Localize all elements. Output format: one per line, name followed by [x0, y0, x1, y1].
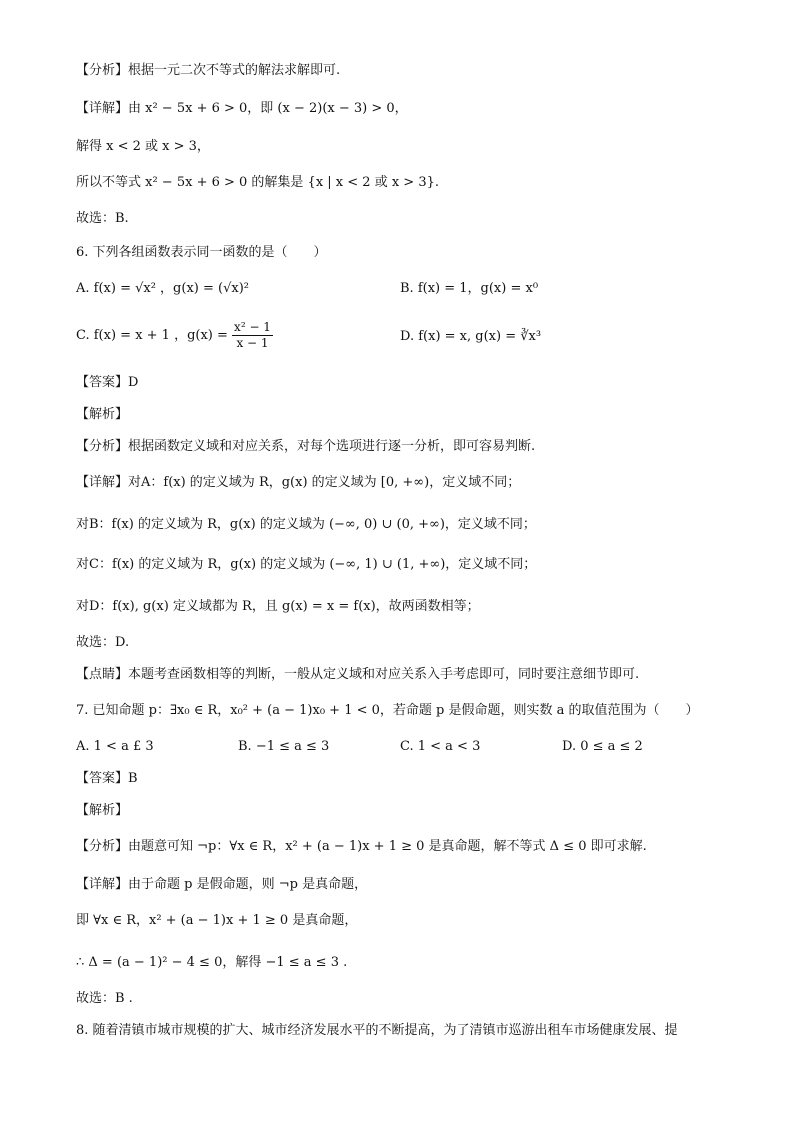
question-7: 7. 已知命题 p：∃x₀ ∈ R，x₀² + (a − 1)x₀ + 1 < 0，若命题 p 是假命题，则实数 a 的取值范围为（ ）	[76, 703, 699, 718]
question-8: 8. 随着清镇市城市规模的扩大、城市经济发展水平的不断提高，为了清镇市巡游出租车市场健康发展、提	[76, 1023, 678, 1038]
q6-option-b: B. f(x) = 1，g(x) = x⁰	[400, 281, 539, 296]
question-6: 6. 下列各组函数表示同一函数的是（ ）	[76, 245, 327, 260]
q6-detail-d: 对D：f(x), g(x) 定义域都为 R，且 g(x) = x = f(x)，故两函数相等；	[76, 599, 480, 614]
q6-choice: 故选：D.	[76, 635, 130, 650]
q6-remark: 【点睛】本题考查函数相等的判断，一般从定义域和对应关系入手考虑即可，同时要注意细节即可.	[76, 667, 640, 682]
q6-detail-b: 对B：f(x) 的定义域为 R，g(x) 的定义域为 (−∞, 0) ∪ (0, +∞)，定义域不同；	[76, 517, 536, 532]
q7-answer: 【答案】B	[76, 771, 138, 786]
q6-explanation-heading: 【解析】	[76, 407, 129, 422]
q7-analysis: 【分析】由题意可知 ¬p：∀x ∈ R，x² + (a − 1)x + 1 ≥ 0 是真命题，解不等式 Δ ≤ 0 即可求解.	[76, 839, 647, 854]
q7-option-b: B. −1 ≤ a ≤ 3	[238, 739, 330, 754]
q7-option-c: C. 1 < a < 3	[400, 739, 481, 754]
q7-option-d: D. 0 ≤ a ≤ 2	[562, 739, 643, 754]
choice-line: 故选：B.	[76, 211, 129, 226]
q7-detail-2: 即 ∀x ∈ R，x² + (a − 1)x + 1 ≥ 0 是真命题，	[76, 913, 358, 928]
q7-detail-1: 【详解】由于命题 p 是假命题，则 ¬p 是真命题，	[76, 877, 368, 892]
q7-choice: 故选：B .	[76, 991, 133, 1006]
q6-option-c-prefix: C. f(x) = x + 1 ，g(x) =	[76, 328, 228, 343]
q6-answer: 【答案】D	[76, 375, 139, 390]
q6-analysis: 【分析】根据函数定义域和对应关系，对每个选项进行逐一分析，即可容易判断.	[76, 439, 536, 454]
solution-set-line: 所以不等式 x² − 5x + 6 > 0 的解集是 {x | x < 2 或 x > 3}.	[76, 175, 439, 190]
solution-line: 解得 x < 2 或 x > 3，	[76, 139, 210, 154]
q6-detail-a: 【详解】对A：f(x) 的定义域为 R，g(x) 的定义域为 [0, +∞)，定义域不同；	[76, 475, 521, 490]
q6-option-d: D. f(x) = x, g(x) = ∛x³	[400, 329, 542, 344]
q6-option-c	[76, 320, 273, 351]
q6-option-a: A. f(x) = √x² ，g(x) = (√x)²	[76, 281, 249, 296]
q7-option-a: A. 1 < a £ 3	[76, 739, 154, 754]
fraction	[232, 320, 273, 351]
fraction-denominator: x − 1	[236, 336, 269, 350]
analysis-line: 【分析】根据一元二次不等式的解法求解即可.	[76, 63, 341, 78]
q7-explanation-heading: 【解析】	[76, 803, 129, 818]
detail-line: 【详解】由 x² − 5x + 6 > 0，即 (x − 2)(x − 3) > 0，	[76, 101, 408, 116]
q7-detail-3: ∴ Δ = (a − 1)² − 4 ≤ 0，解得 −1 ≤ a ≤ 3 .	[76, 955, 348, 970]
q6-detail-c: 对C：f(x) 的定义域为 R，g(x) 的定义域为 (−∞, 1) ∪ (1, +∞)，定义域不同；	[76, 557, 537, 572]
fraction-numerator: x² − 1	[234, 320, 271, 334]
